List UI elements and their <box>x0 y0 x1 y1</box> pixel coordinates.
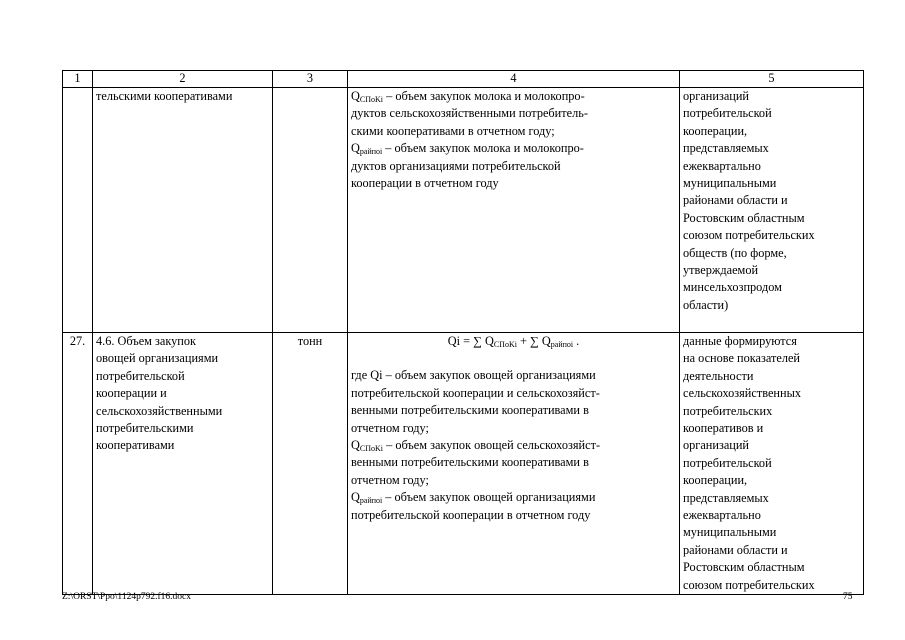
header-col-1: 1 <box>63 71 93 88</box>
header-col-3: 3 <box>273 71 348 88</box>
formula: Qi = ∑ $Q_{СПоKi}$ + ∑ $Q_{райпоi}$ . <box>447 334 580 349</box>
method-line: $Q_{райпоi}$ – объем закупок овощей организациями <box>351 490 596 506</box>
source-line: Ростовским областным <box>683 210 805 225</box>
source-line: ежеквартально <box>683 508 761 523</box>
method-line: дуктов организациями потребительской <box>351 158 561 173</box>
source-line: Ростовским областным <box>683 560 805 575</box>
unit-cell: тонн <box>273 333 348 595</box>
footer-page-number: 75 <box>843 592 853 602</box>
method-line: $Q_{СПоKi}$ – объем закупок овощей сельскохозяйст- <box>351 438 601 454</box>
table-row-27 <box>63 333 864 595</box>
continued-number-cell <box>63 88 93 333</box>
source-line: союзом потребительских <box>683 228 815 243</box>
method-line: отчетном году; <box>351 472 429 487</box>
header-col-5: 5 <box>680 71 864 88</box>
source-line: обществ (по форме, <box>683 245 787 260</box>
source-line: ежеквартально <box>683 158 761 173</box>
source-line: на основе показателей <box>683 351 801 366</box>
method-line: потребительской кооперации в отчетном году <box>351 507 591 522</box>
source-line: организаций <box>683 438 750 453</box>
source-line: союзом потребительских <box>683 577 815 592</box>
source-line: области) <box>683 297 729 312</box>
source-line: организаций <box>683 89 750 103</box>
method-line: венными потребительскими кооперативами в <box>351 455 589 470</box>
method-line: $Q_{СПоKi}$ – объем закупок молока и молокопро- <box>351 89 585 104</box>
row-number: 27. <box>63 333 93 595</box>
method-line: венными потребительскими кооперативами в <box>351 403 589 418</box>
indicator-name-cell <box>93 333 273 595</box>
formula-gap <box>351 350 676 367</box>
source-line: потребительской <box>683 106 772 121</box>
source-line: кооперативов и <box>683 421 764 436</box>
continued-indicator-cell <box>93 88 273 333</box>
method-line: дуктов сельскохозяйственными потребитель- <box>351 106 588 121</box>
table-header-row <box>63 71 864 88</box>
indicator-line: потребительской <box>96 368 185 383</box>
method-line: где Qi – объем закупок овощей организациями <box>351 368 596 383</box>
method-line: кооперации в отчетном году <box>351 176 499 191</box>
indicator-line: кооперативами <box>96 438 175 453</box>
method-line: отчетном году; <box>351 420 429 435</box>
source-line: сельскохозяйственных <box>683 386 801 401</box>
source-line: муниципальными <box>683 525 777 540</box>
source-line: районами области и <box>683 193 788 208</box>
indicator-line: потребительскими <box>96 421 194 436</box>
source-line: минсельхозпродом <box>683 280 782 295</box>
indicator-line: сельскохозяйственными <box>96 403 223 418</box>
continued-source-cell <box>680 88 864 333</box>
source-line: кооперации, <box>683 473 748 488</box>
indicator-line: овощей организациями <box>96 351 219 366</box>
source-line: районами области и <box>683 542 788 557</box>
method-cell <box>348 333 680 595</box>
continued-indicator-line: тельскими кооперативами <box>96 89 233 103</box>
source-line: потребительских <box>683 403 773 418</box>
source-line: муниципальными <box>683 176 777 191</box>
method-line: потребительской кооперации и сельскохозяйст- <box>351 385 600 400</box>
method-line: скими кооперативами в отчетном году; <box>351 123 555 138</box>
footer-file-path: Z:\ORST\Ppo\1124p792.f16.docx <box>62 592 191 602</box>
source-line: деятельности <box>683 368 754 383</box>
indicator-line: кооперации и <box>96 386 167 401</box>
method-line: $Q_{райпоi}$ – объем закупок молока и молокопро- <box>351 141 584 157</box>
indicator-line: 4.6. Объем закупок <box>96 334 196 348</box>
source-line: потребительской <box>683 455 772 470</box>
continued-unit-cell <box>273 88 348 333</box>
source-cell <box>680 333 864 595</box>
table-row-continued <box>63 88 864 333</box>
source-line: данные формируются <box>683 334 797 348</box>
source-line: представляемых <box>683 490 769 505</box>
header-col-4: 4 <box>348 71 680 88</box>
source-line: представляемых <box>683 141 769 156</box>
source-line: кооперации, <box>683 123 748 138</box>
header-col-2: 2 <box>93 71 273 88</box>
source-line: утверждаемой <box>683 263 759 278</box>
continued-method-cell <box>348 88 680 333</box>
indicator-table <box>62 70 864 595</box>
